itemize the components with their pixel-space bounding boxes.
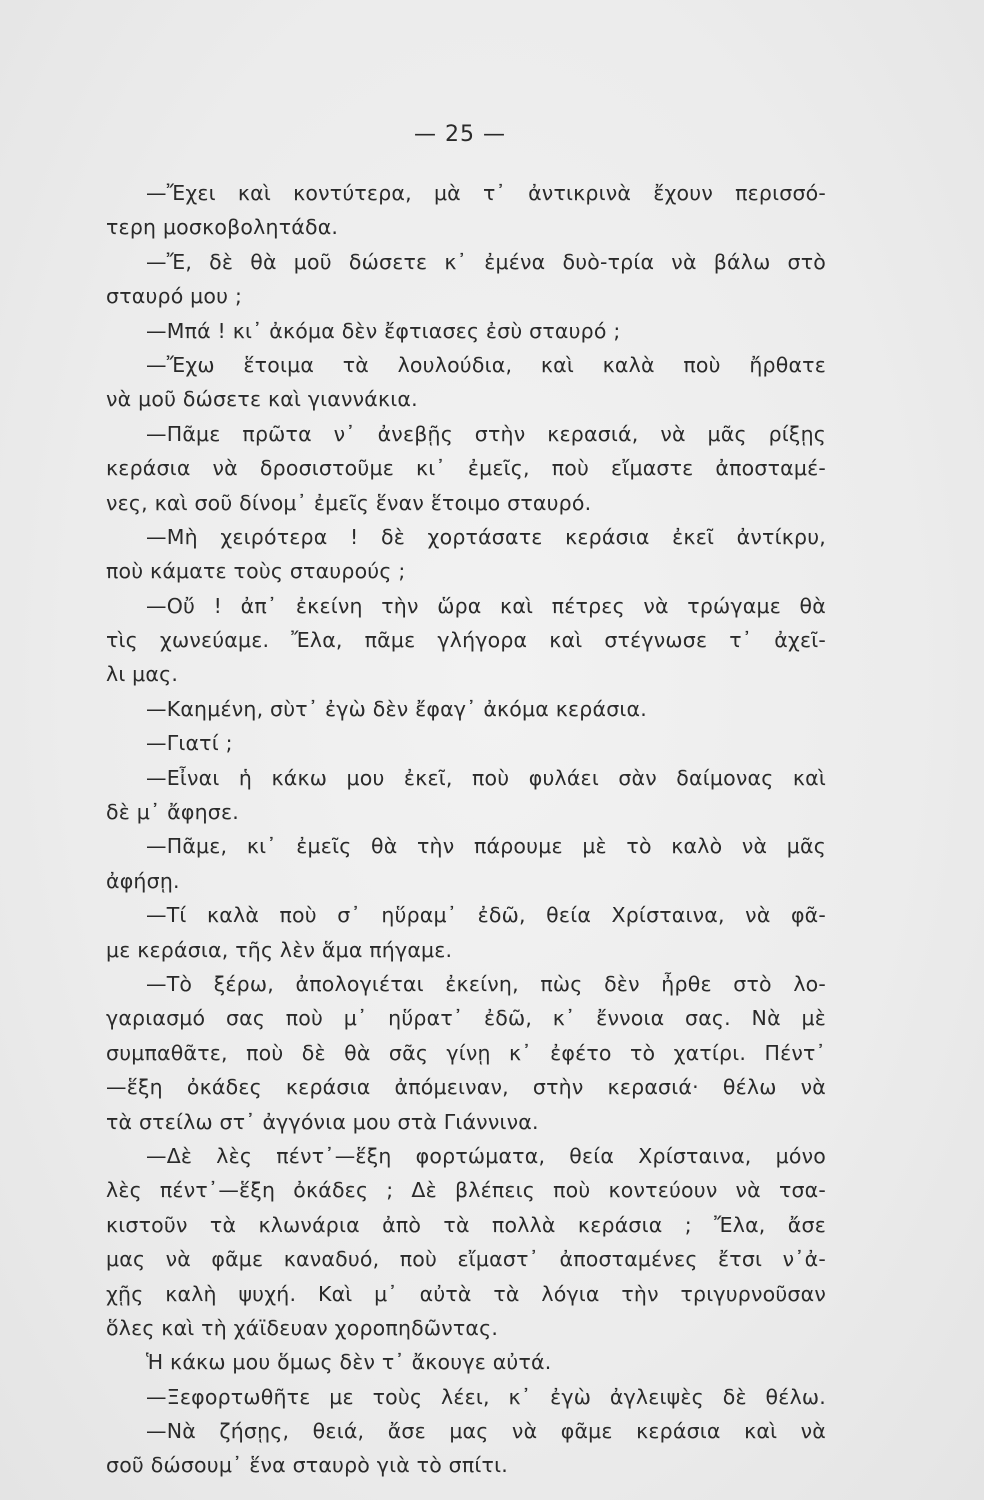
text-line: —Μπά ! κι᾿ ἀκόμα δὲν ἔφτιασες ἐσὺ σταυρό ; (146, 318, 621, 343)
text-line: —Πᾶμε πρῶτα ν᾿ ἀνεβῇς στὴν κερασιά, νὰ μᾶς ρίξῃς (146, 421, 826, 446)
text-line: τὰ στείλω στ᾿ ἀγγόνια μου στὰ Γιάννινα. (106, 1109, 539, 1134)
text-line: νὰ μοῦ δώσετε καὶ γιαννάκια. (106, 387, 418, 412)
text-line: —Μὴ χειρότερα ! δὲ χορτάσατε κεράσια ἐκεῖ ἀντίκρυ, (146, 524, 826, 549)
text-line: λὲς πέντ᾿—ἕξη ὀκάδες ; Δὲ βλέπεις ποὺ κοντεύουν νὰ τσα- (106, 1178, 826, 1203)
text-line: δὲ μ᾿ ἄφησε. (106, 800, 239, 825)
text-line: με κεράσια, τῆς λὲν ἅμα πήγαμε. (106, 937, 453, 962)
text-line: —Ξεφορτωθῆτε με τοὺς λέει, κ᾿ ἐγὼ ἀγλειψὲς δὲ θέλω. (146, 1384, 826, 1409)
text-line: ποὺ κάματε τοὺς σταυρούς ; (106, 559, 406, 584)
text-line: —Τί καλὰ ποὺ σ᾿ ηὕραμ᾿ ἐδῶ, θεία Χρίσταινα, νὰ φᾶ- (146, 903, 826, 928)
text-line: —Ἔχω ἕτοιμα τὰ λουλούδια, καὶ καλὰ ποὺ ἤρθατε (146, 352, 826, 377)
text-line: ὅλες καὶ τὴ χάϊδευαν χοροπηδῶντας. (106, 1315, 499, 1340)
text-line: λι μας. (106, 662, 179, 687)
text-line: χῇς καλὴ ψυχή. Καὶ μ᾿ αὐτὰ τὰ λόγια τὴν τριγυρνοῦσαν (106, 1281, 826, 1306)
text-line: σταυρό μου ; (106, 284, 243, 309)
text-line: —ἕξη ὀκάδες κεράσια ἀπόμειναν, στὴν κερασιά· θέλω νὰ (106, 1075, 826, 1100)
text-line: —Οὔ ! ἀπ᾿ ἐκείνη τὴν ὥρα καὶ πέτρες νὰ τρώγαμε θὰ (146, 593, 826, 618)
text-line: —Ἔ, δὲ θὰ μοῦ δώσετε κ᾿ ἐμένα δυὸ-τρία νὰ βάλω στὸ (146, 249, 826, 274)
text-line: κιστοῦν τὰ κλωνάρια ἀπὸ τὰ πολλὰ κεράσια ; Ἔλα, ἄσε (106, 1212, 826, 1237)
text-line: τὶς χωνεύαμε. Ἔλα, πᾶμε γλήγορα καὶ στέγνωσε τ᾿ ἀχεῖ- (106, 628, 826, 653)
text-line: νες, καὶ σοῦ δίνομ᾿ ἐμεῖς ἕναν ἕτοιμο σταυρό. (106, 490, 592, 515)
body-text (106, 176, 826, 1483)
text-line: —Καημένη, σὺτ᾿ ἐγὼ δὲν ἔφαγ᾿ ἀκόμα κεράσια. (146, 696, 647, 721)
page-number: — 25 — (414, 122, 506, 147)
text-line: γαριασμό σας ποὺ μ᾿ ηὕρατ᾿ ἐδῶ, κ᾿ ἔννοια σας. Νὰ μὲ (106, 1006, 826, 1031)
text-line: —Γιατί ; (146, 731, 233, 756)
text-line: κεράσια νὰ δροσιστοῦμε κι᾿ ἐμεῖς, ποὺ εἴμαστε ἀποσταμέ- (106, 456, 826, 481)
text-line: ἀφήσῃ. (106, 868, 180, 893)
text-line: Ἡ κάκω μου ὅμως δὲν τ᾿ ἄκουγε αὐτά. (146, 1350, 552, 1375)
text-line: —Ἔχει καὶ κοντύτερα, μὰ τ᾿ ἀντικρινὰ ἔχουν περισσό- (146, 181, 826, 205)
text-line: σοῦ δώσουμ᾿ ἕνα σταυρὸ γιὰ τὸ σπίτι. (106, 1453, 508, 1478)
text-line: —Πᾶμε, κι᾿ ἐμεῖς θὰ τὴν πάρουμε μὲ τὸ καλὸ νὰ μᾶς (146, 834, 826, 859)
text-line: συμπαθᾶτε, ποὺ δὲ θὰ σᾶς γίνῃ κ᾿ ἐφέτο τὸ χατίρι. Πέντ᾿ (106, 1040, 826, 1065)
text-line: —Νὰ ζήσῃς, θειά, ἄσε μας νὰ φᾶμε κεράσια καὶ νὰ (146, 1419, 826, 1444)
text-line: μας νὰ φᾶμε καναδυό, ποὺ εἴμαστ᾿ ἀποσταμένες ἔτσι ν᾿ἀ- (106, 1247, 826, 1272)
text-line: —Τὸ ξέρω, ἀπολογιέται ἐκείνη, πὼς δὲν ἦρθε στὸ λο- (146, 971, 826, 996)
text-line: —Δὲ λὲς πέντ᾿—ἕξη φορτώματα, θεία Χρίσταινα, μόνο (146, 1143, 826, 1168)
text-line: —Εἶναι ἡ κάκω μου ἐκεῖ, ποὺ φυλάει σὰν δαίμονας καὶ (146, 765, 826, 790)
text-line: τερη μοσκοβολητάδα. (106, 215, 339, 240)
